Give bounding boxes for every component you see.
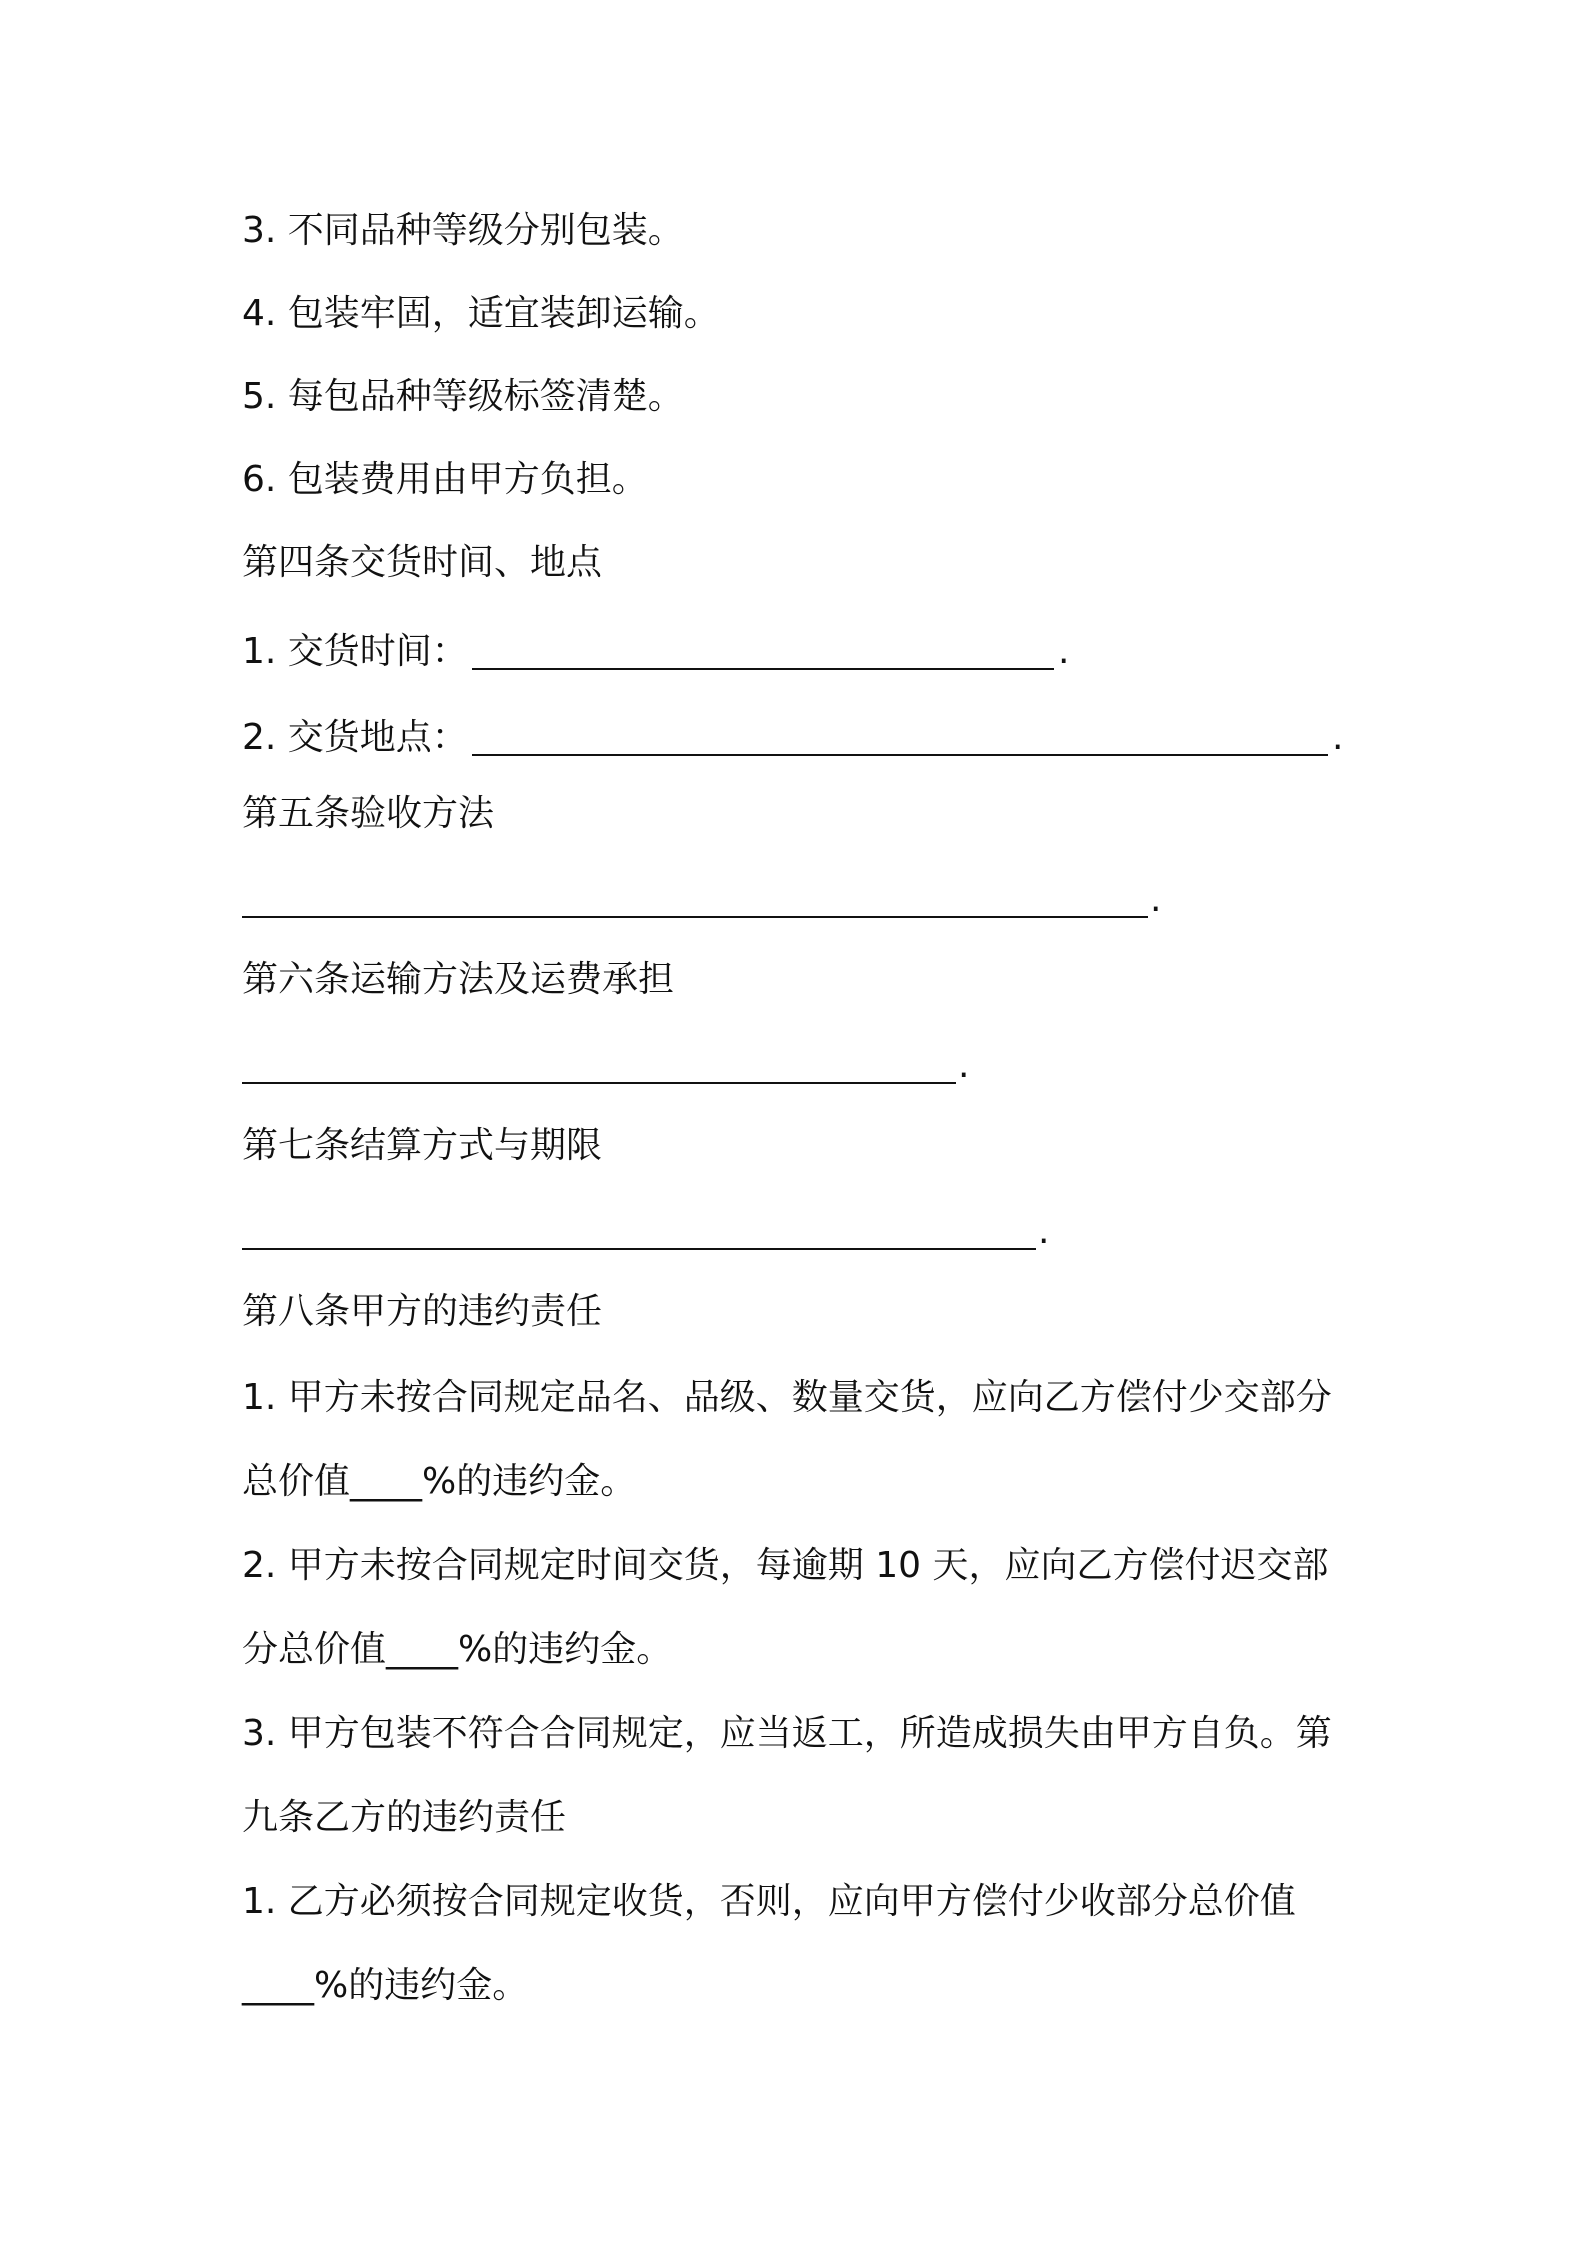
delivery-place-period: .	[1332, 717, 1344, 758]
transport-method-period: .	[958, 1045, 970, 1086]
settlement-method-blank	[242, 1248, 1036, 1250]
party-a-clause-3-line-1: 3. 甲方包装不符合合同规定，应当返工，所造成损失由甲方自负。第	[242, 1713, 1332, 1754]
packaging-item-3: 3. 不同品种等级分别包装。	[242, 210, 684, 251]
inspection-method-blank	[242, 916, 1148, 918]
article-8-heading: 第八条甲方的违约责任	[242, 1291, 603, 1332]
delivery-time-blank	[472, 668, 1054, 670]
settlement-method-period: .	[1038, 1211, 1050, 1252]
delivery-place-label: 2. 交货地点：	[242, 717, 468, 758]
article-9-heading: 九条乙方的违约责任	[242, 1797, 567, 1838]
delivery-time-period: .	[1058, 631, 1070, 672]
transport-method-blank	[242, 1082, 956, 1084]
article-5-heading: 第五条验收方法	[242, 793, 495, 834]
article-4-heading: 第四条交货时间、地点	[242, 542, 603, 583]
packaging-item-5: 5. 每包品种等级标签清楚。	[242, 376, 684, 417]
party-a-clause-1-line-1: 1. 甲方未按合同规定品名、品级、数量交货，应向乙方偿付少交部分	[242, 1377, 1332, 1418]
packaging-item-4: 4. 包装牢固，适宜装卸运输。	[242, 293, 720, 334]
inspection-method-period: .	[1150, 879, 1162, 920]
delivery-place-blank	[472, 754, 1328, 756]
delivery-time-label: 1. 交货时间：	[242, 631, 468, 672]
party-a-clause-2-line-1: 2. 甲方未按合同规定时间交货，每逾期 10 天，应向乙方偿付迟交部	[242, 1545, 1329, 1586]
article-6-heading: 第六条运输方法及运费承担	[242, 959, 675, 1000]
party-b-clause-1-line-2: ____%的违约金。	[242, 1965, 529, 2006]
party-b-clause-1-line-1: 1. 乙方必须按合同规定收货，否则，应向甲方偿付少收部分总价值	[242, 1881, 1296, 1922]
party-a-clause-1-line-2: 总价值____%的违约金。	[242, 1461, 637, 1502]
packaging-item-6: 6. 包装费用由甲方负担。	[242, 459, 648, 500]
party-a-clause-2-line-2: 分总价值____%的违约金。	[242, 1629, 673, 1670]
article-7-heading: 第七条结算方式与期限	[242, 1125, 603, 1166]
